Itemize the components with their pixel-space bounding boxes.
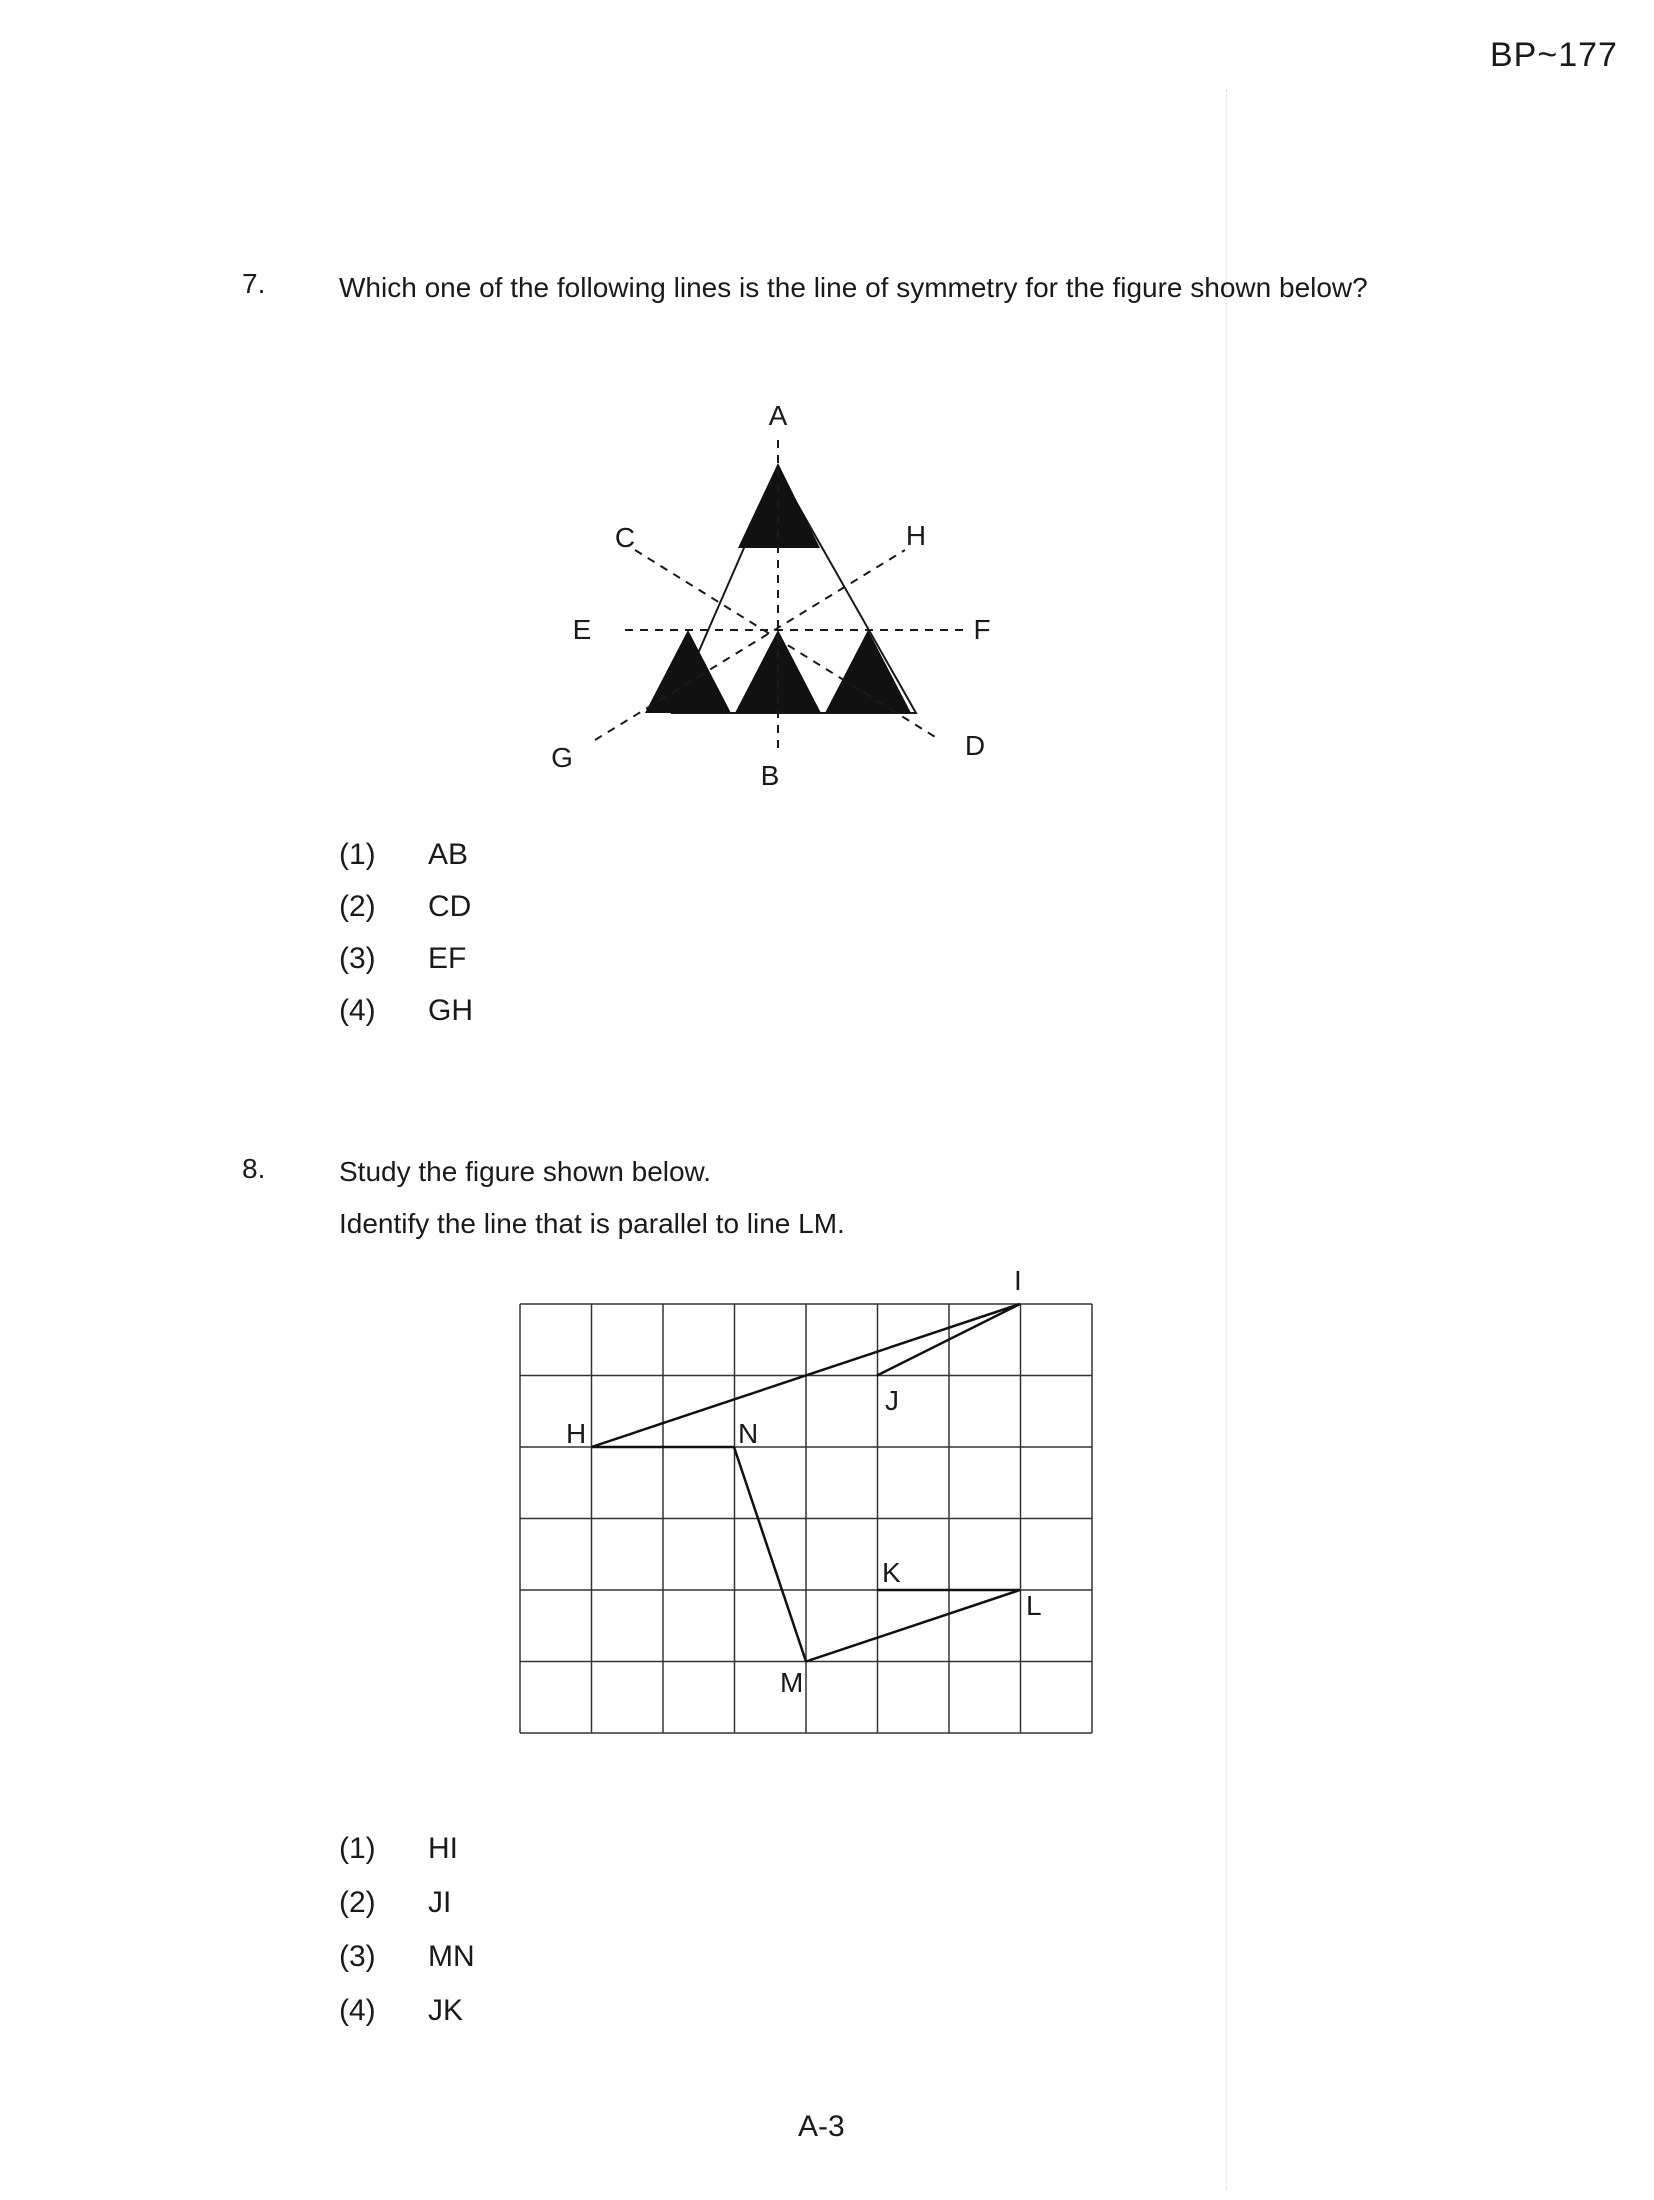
q7-option-3-value[interactable]: EF [428, 942, 467, 975]
grid [520, 1304, 1092, 1733]
label-j: J [885, 1385, 899, 1416]
label-d: D [964, 730, 986, 761]
parallel-lines-grid-figure [500, 1260, 1120, 1780]
segment-nm [734, 1447, 806, 1662]
q8-option-2-value[interactable]: JI [428, 1886, 452, 1919]
q7-option-4-value[interactable]: GH [428, 994, 473, 1027]
q7-option-2-value[interactable]: CD [428, 890, 472, 923]
label-k: K [882, 1557, 901, 1588]
q7-option-1-value[interactable]: AB [428, 838, 469, 871]
q8-option-3-value[interactable]: MN [428, 1940, 475, 1973]
q7-option-2-number: (2) [339, 890, 376, 923]
label-l: L [1026, 1590, 1042, 1621]
q7-option-1-number: (1) [339, 838, 376, 871]
question-7-number: 7. [242, 268, 266, 299]
booklet-code: BP~177 [1490, 36, 1618, 74]
label-b: B [760, 760, 780, 791]
right-shaded-triangle [825, 630, 911, 713]
question-8-text-line-2: Identify the line that is parallel to line LM. [339, 1208, 845, 1239]
label-e: E [572, 614, 592, 645]
segment-ml [806, 1590, 1020, 1662]
label-f: F [973, 614, 991, 645]
q8-option-4-value[interactable]: JK [428, 1994, 464, 2027]
q8-option-1-number: (1) [339, 1832, 376, 1865]
question-8-text-line-1: Study the figure shown below. [339, 1156, 712, 1187]
q7-option-4-number: (4) [339, 994, 376, 1027]
label-c: C [614, 522, 636, 553]
label-n: N [738, 1418, 759, 1449]
q8-option-2-number: (2) [339, 1886, 376, 1919]
label-a: A [768, 400, 788, 431]
symmetry-figure [540, 395, 1020, 815]
label-i: I [1014, 1265, 1022, 1296]
scan-margin-line [1226, 90, 1227, 2190]
q8-option-4-number: (4) [339, 1994, 376, 2027]
left-shaded-triangle [645, 630, 731, 713]
question-7-text: Which one of the following lines is the line of symmetry for the figure shown below? [339, 272, 1368, 303]
label-h: H [905, 520, 927, 551]
label-h-point: H [566, 1418, 587, 1449]
label-m: M [780, 1667, 804, 1698]
q7-option-3-number: (3) [339, 942, 376, 975]
q8-option-1-value[interactable]: HI [428, 1832, 458, 1865]
page-number: A-3 [798, 2110, 845, 2143]
q8-option-3-number: (3) [339, 1940, 376, 1973]
label-g: G [551, 742, 573, 773]
question-8-number: 8. [242, 1153, 266, 1184]
